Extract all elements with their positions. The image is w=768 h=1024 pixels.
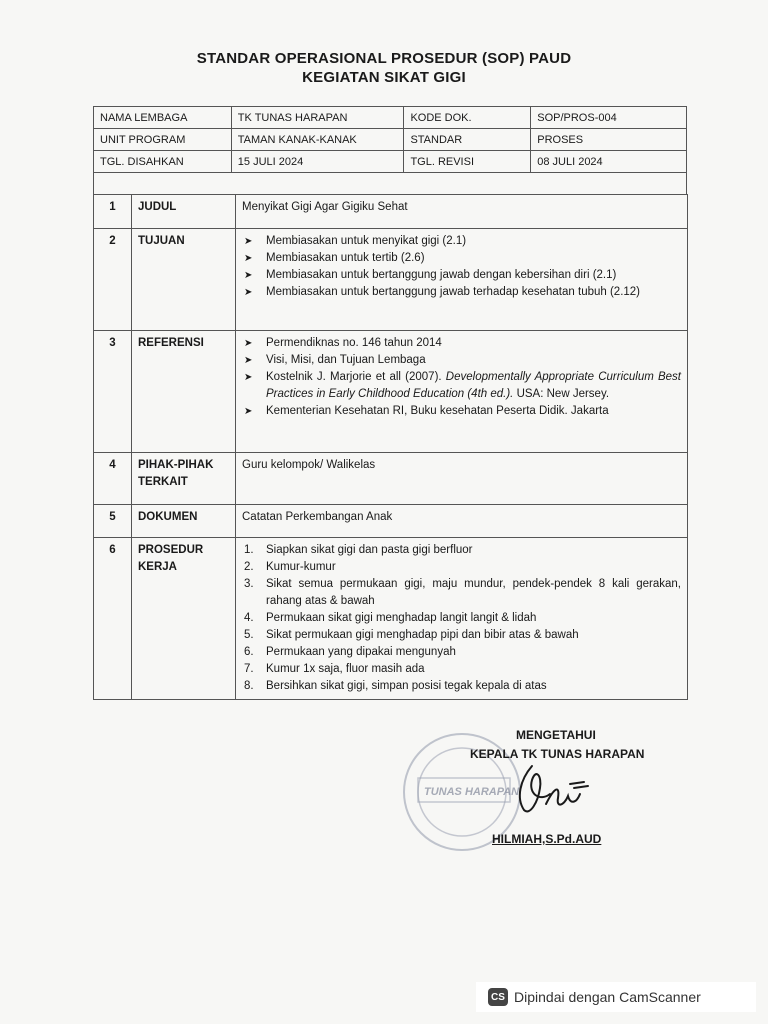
judul-value: Menyikat Gigi Agar Gigiku Sehat [236,195,688,229]
list-item-text: Kumur 1x saja, fluor masih ada [266,663,425,675]
list-item [242,335,681,352]
list-item [242,559,681,576]
arrow-bullet-icon: ➤ [244,355,253,366]
unit-program-value: TAMAN KANAK-KANAK [231,129,404,151]
list-item [242,661,681,678]
list-item-text: Membiasakan untuk bertanggung jawab terhadap kesehatan tubuh (2.12) [266,286,641,298]
list-item [242,284,681,301]
list-item [242,250,681,267]
reference-author: Kostelnik J. Marjorie et all (2007). [266,371,446,383]
sop-table [93,194,688,700]
page-subtitle: KEGIATAN SIKAT GIGI [302,69,466,86]
prosedur-cell [236,538,688,700]
arrow-bullet-icon: ➤ [244,338,253,349]
row-number: 3 [94,331,132,453]
camscanner-logo-icon: CS [488,988,508,1006]
list-item [242,678,681,695]
row-number: 2 [94,229,132,331]
meta-row [94,129,687,151]
kode-dok-value: SOP/PROS-004 [531,107,687,129]
step-number: 5. [244,629,254,641]
camscanner-watermark [476,982,756,1012]
list-item-text: Membiasakan untuk bertanggung jawab dengan kebersihan diri (2.1) [266,269,617,281]
table-spacer [93,172,687,194]
tujuan-list [242,233,681,301]
table-row-prosedur [94,538,688,700]
meta-row [94,107,687,129]
signer-position: KEPALA TK TUNAS HARAPAN [470,747,645,761]
row-label: PIHAK-PIHAK TERKAIT [132,453,236,505]
list-item-text: Permukaan sikat gigi menghadap langit langit & lidah [266,612,537,624]
meta-row [94,151,687,173]
list-item [242,233,681,250]
document-meta-table [93,106,687,173]
handwritten-signature-icon [510,758,600,818]
reference-book-title: Developmentally Appropriate Curriculum Best Practices in Early Childhood Education (4th ed.). [266,371,681,400]
arrow-bullet-icon: ➤ [244,287,253,298]
step-number: 7. [244,663,254,675]
list-item-text: Membiasakan untuk menyikat gigi (2.1) [266,235,467,247]
list-item [242,542,681,559]
step-number: 3. [244,578,254,590]
reference-publisher: USA: New Jersey. [513,388,610,400]
standar-value: PROSES [531,129,687,151]
step-number: 4. [244,612,254,624]
list-item [242,576,681,610]
list-item-text: Kementerian Kesehatan RI, Buku kesehatan Peserta Didik. Jakarta [266,405,609,417]
step-number: 2. [244,561,254,573]
list-item [242,403,681,420]
camscanner-text: Dipindai dengan CamScanner [514,989,701,1005]
list-item [242,627,681,644]
arrow-bullet-icon: ➤ [244,236,253,247]
step-number: 6. [244,646,254,658]
list-item-text: Bersihkan sikat gigi, simpan posisi tegak kepala di atas [266,680,547,692]
arrow-bullet-icon: ➤ [244,253,253,264]
acknowledge-label: MENGETAHUI [516,728,596,742]
tgl-disahkan-value: 15 JULI 2024 [231,151,404,173]
tgl-revisi-label: TGL. REVISI [404,151,531,173]
referensi-cell [236,331,688,453]
list-item [242,644,681,661]
row-number: 5 [94,505,132,538]
list-item-text: Permendiknas no. 146 tahun 2014 [266,337,442,349]
row-label: JUDUL [132,195,236,229]
pihak-value: Guru kelompok/ Walikelas [236,453,688,505]
row-number: 4 [94,453,132,505]
table-row-tujuan [94,229,688,331]
nama-lembaga-value: TK TUNAS HARAPAN [231,107,404,129]
arrow-bullet-icon: ➤ [244,270,253,281]
list-item-text: Siapkan sikat gigi dan pasta gigi berfluor [266,544,473,556]
page-title: STANDAR OPERASIONAL PROSEDUR (SOP) PAUD [196,50,572,67]
nama-lembaga-label: NAMA LEMBAGA [94,107,232,129]
table-row-dokumen [94,505,688,538]
list-item-text: Membiasakan untuk tertib (2.6) [266,252,425,264]
list-item-text: Visi, Misi, dan Tujuan Lembaga [266,354,426,366]
list-item [242,352,681,369]
row-number: 1 [94,195,132,229]
table-row-referensi [94,331,688,453]
table-row-pihak [94,453,688,505]
unit-program-label: UNIT PROGRAM [94,129,232,151]
list-item-text: Sikat permukaan gigi menghadap pipi dan bibir atas & bawah [266,629,579,641]
dokumen-value: Catatan Perkembangan Anak [236,505,688,538]
list-item [242,267,681,284]
tgl-disahkan-label: TGL. DISAHKAN [94,151,232,173]
arrow-bullet-icon: ➤ [244,372,253,383]
list-item-text: Permukaan yang dipakai mengunyah [266,646,456,658]
arrow-bullet-icon: ➤ [244,406,253,417]
stamp-text: TUNAS HARAPAN [424,786,520,798]
step-number: 8. [244,680,254,692]
list-item [242,610,681,627]
row-label: DOKUMEN [132,505,236,538]
tgl-revisi-value: 08 JULI 2024 [531,151,687,173]
row-label: TUJUAN [132,229,236,331]
step-number: 1. [244,544,254,556]
prosedur-list [242,542,681,695]
row-label: PROSEDUR KERJA [132,538,236,700]
row-label: REFERENSI [132,331,236,453]
list-item [242,369,681,403]
list-item-text: Kumur-kumur [266,561,336,573]
table-row-judul [94,195,688,229]
tujuan-cell [236,229,688,331]
list-item-text: Sikat semua permukaan gigi, maju mundur, pendek-pendek 8 kali gerakan, rahang atas & bawah [266,578,681,607]
row-number: 6 [94,538,132,700]
referensi-list [242,335,681,420]
standar-label: STANDAR [404,129,531,151]
kode-dok-label: KODE DOK. [404,107,531,129]
signer-name: HILMIAH,S.Pd.AUD [492,832,602,846]
